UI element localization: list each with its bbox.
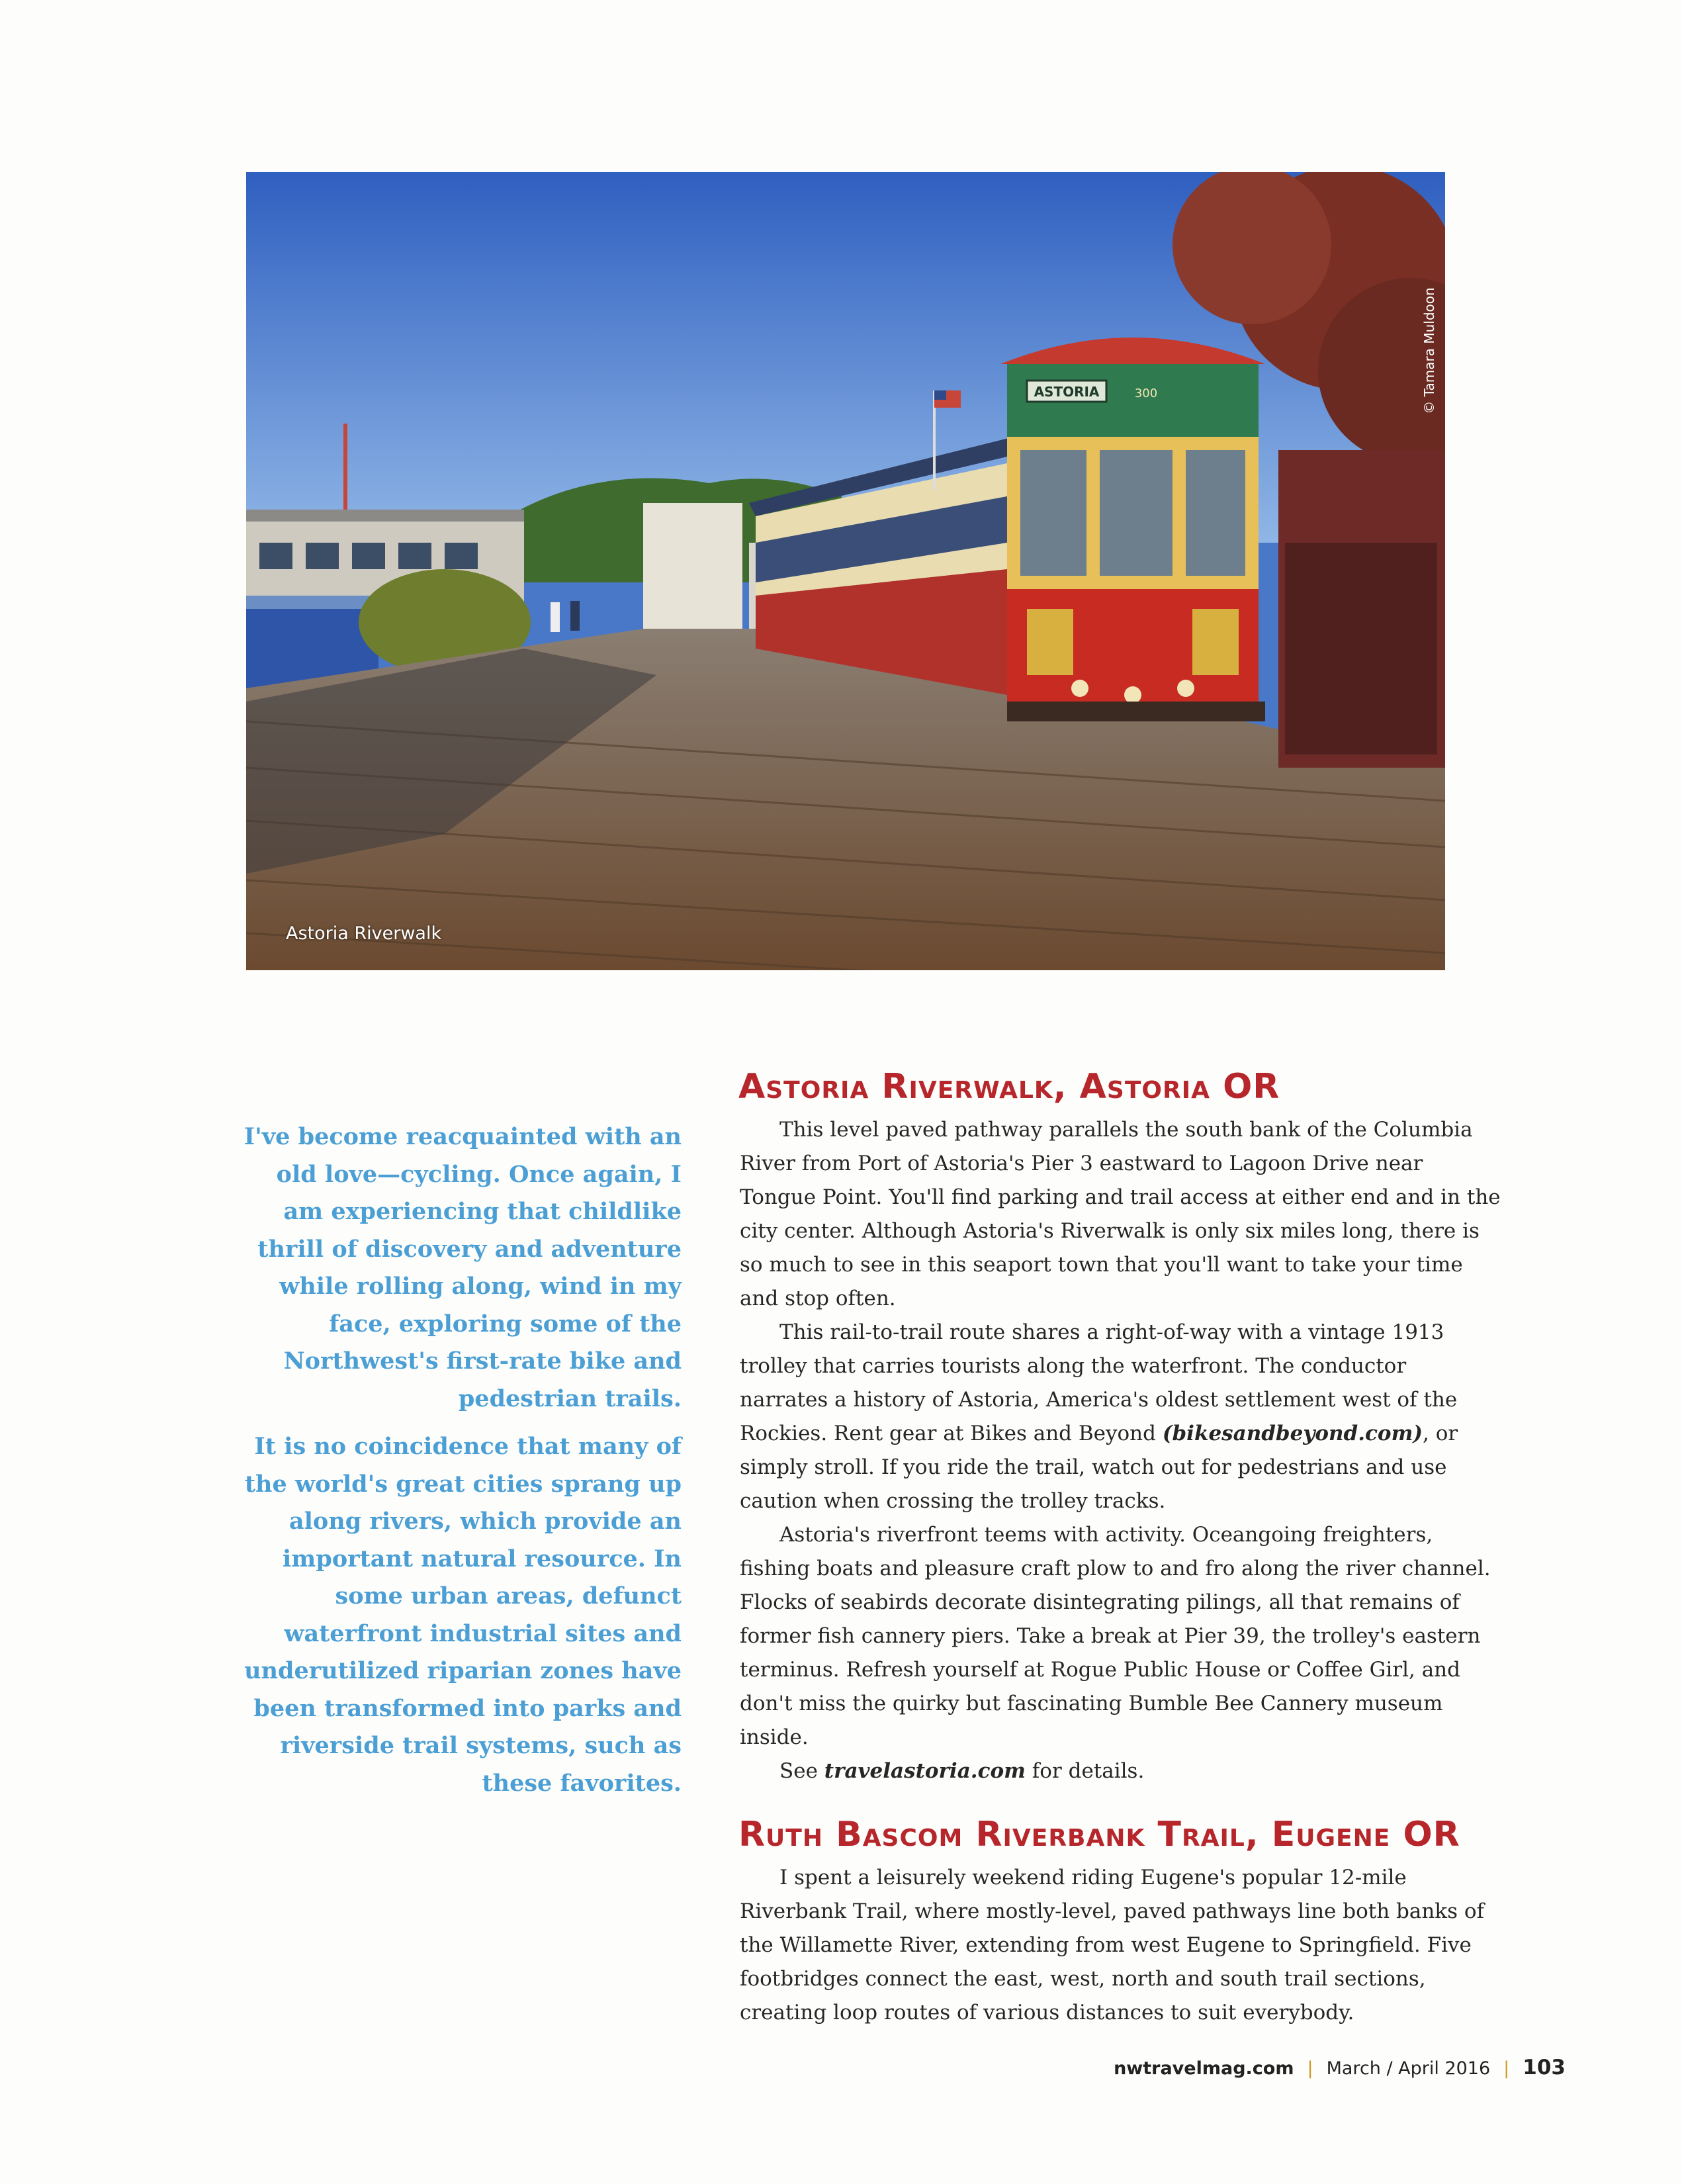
page-footer: [1114, 2056, 1566, 2079]
footer-separator: |: [1307, 2058, 1313, 2079]
trolley-scene-illustration: [246, 172, 1445, 970]
bikes-and-beyond-link[interactable]: (bikesandbeyond.com): [1162, 1422, 1423, 1445]
article-body: [740, 1064, 1501, 2030]
section-heading-eugene: Ruth Bascom Riverbank Trail, Eugene OR: [738, 1815, 1460, 1854]
body-paragraph: I spent a leisurely weekend riding Eugene's popular 12-mile Riverbank Trail, where mostly-level, paved pathways line both banks of the Willamette River, extending from west Eugene to Springfield. Five footbridges connect the east, west, north and south trail sections, creating loop routes of various distances to suit everybody.: [740, 1866, 1484, 2025]
page-number: 103: [1523, 2056, 1566, 2079]
hero-photo: [246, 172, 1445, 970]
photo-credit: [1416, 199, 1442, 503]
pull-quote: [238, 1118, 682, 1813]
trolley-sign-text: ASTORIA: [1034, 384, 1100, 400]
photo-credit-text: © Tamara Muldoon: [1421, 287, 1437, 414]
body-paragraph: Astoria's riverfront teems with activity. Oceangoing freighters, fishing boats and pleasure craft plow to and fro along the river channel. Flocks of seabirds decorate disintegrating pilings, all that remains of former fish cannery piers. Take a break at Pier 39, the trolley's eastern terminus. Refresh yourself at Rogue Public House or Coffee Girl, and don't miss the quirky but fascinating Bumble Bee Cannery museum inside.: [740, 1523, 1491, 1749]
body-text: for details.: [1025, 1759, 1145, 1783]
body-text: See: [779, 1759, 824, 1783]
footer-separator: |: [1503, 2058, 1510, 2079]
pull-quote-paragraph: I've become reacquainted with an old love—cycling. Once again, I am experiencing that childlike thrill of discovery and adventure while rolling along, wind in my face, exploring some of the Northwest's first-rate bike and pedestrian trails.: [243, 1123, 682, 1412]
pull-quote-paragraph: It is no coincidence that many of the world's great cities sprang up along rivers, which provide an important natural resource. In some urban areas, defunct waterfront industrial sites and underutilized riparian zones have been transformed into parks and riverside trail systems, such as these favorites.: [244, 1433, 682, 1797]
footer-site[interactable]: nwtravelmag.com: [1114, 2058, 1294, 2079]
photo-caption: Astoria Riverwalk: [286, 923, 442, 944]
footer-issue: March / April 2016: [1326, 2058, 1491, 2079]
section-heading-astoria: Astoria Riverwalk, Astoria OR: [738, 1067, 1280, 1107]
trolley-number-text: 300: [1134, 387, 1158, 400]
body-paragraph: [740, 1316, 1501, 1518]
body-paragraph: [740, 1754, 1501, 1788]
body-paragraph: This level paved pathway parallels the south bank of the Columbia River from Port of Astoria's Pier 3 eastward to Lagoon Drive near Tongue Point. You'll find parking and trail access at either end and in the city center. Although Astoria's Riverwalk is only six miles long, there is so much to see in this seaport town that you'll want to take your time and stop often.: [740, 1118, 1501, 1310]
body-text: This rail-to-trail route shares a right-of-way with a vintage 1913 trolley that carries tourists along the waterfront. The conductor narrates a history of Astoria, America's oldest settlement west of the Rockies. Rent gear at Bikes and Beyond: [740, 1320, 1458, 1445]
travel-astoria-link[interactable]: travelastoria.com: [824, 1759, 1026, 1783]
body-text: , or simply stroll. If you ride the trail, watch out for pedestrians and use caution when crossing the trolley tracks.: [740, 1422, 1458, 1513]
